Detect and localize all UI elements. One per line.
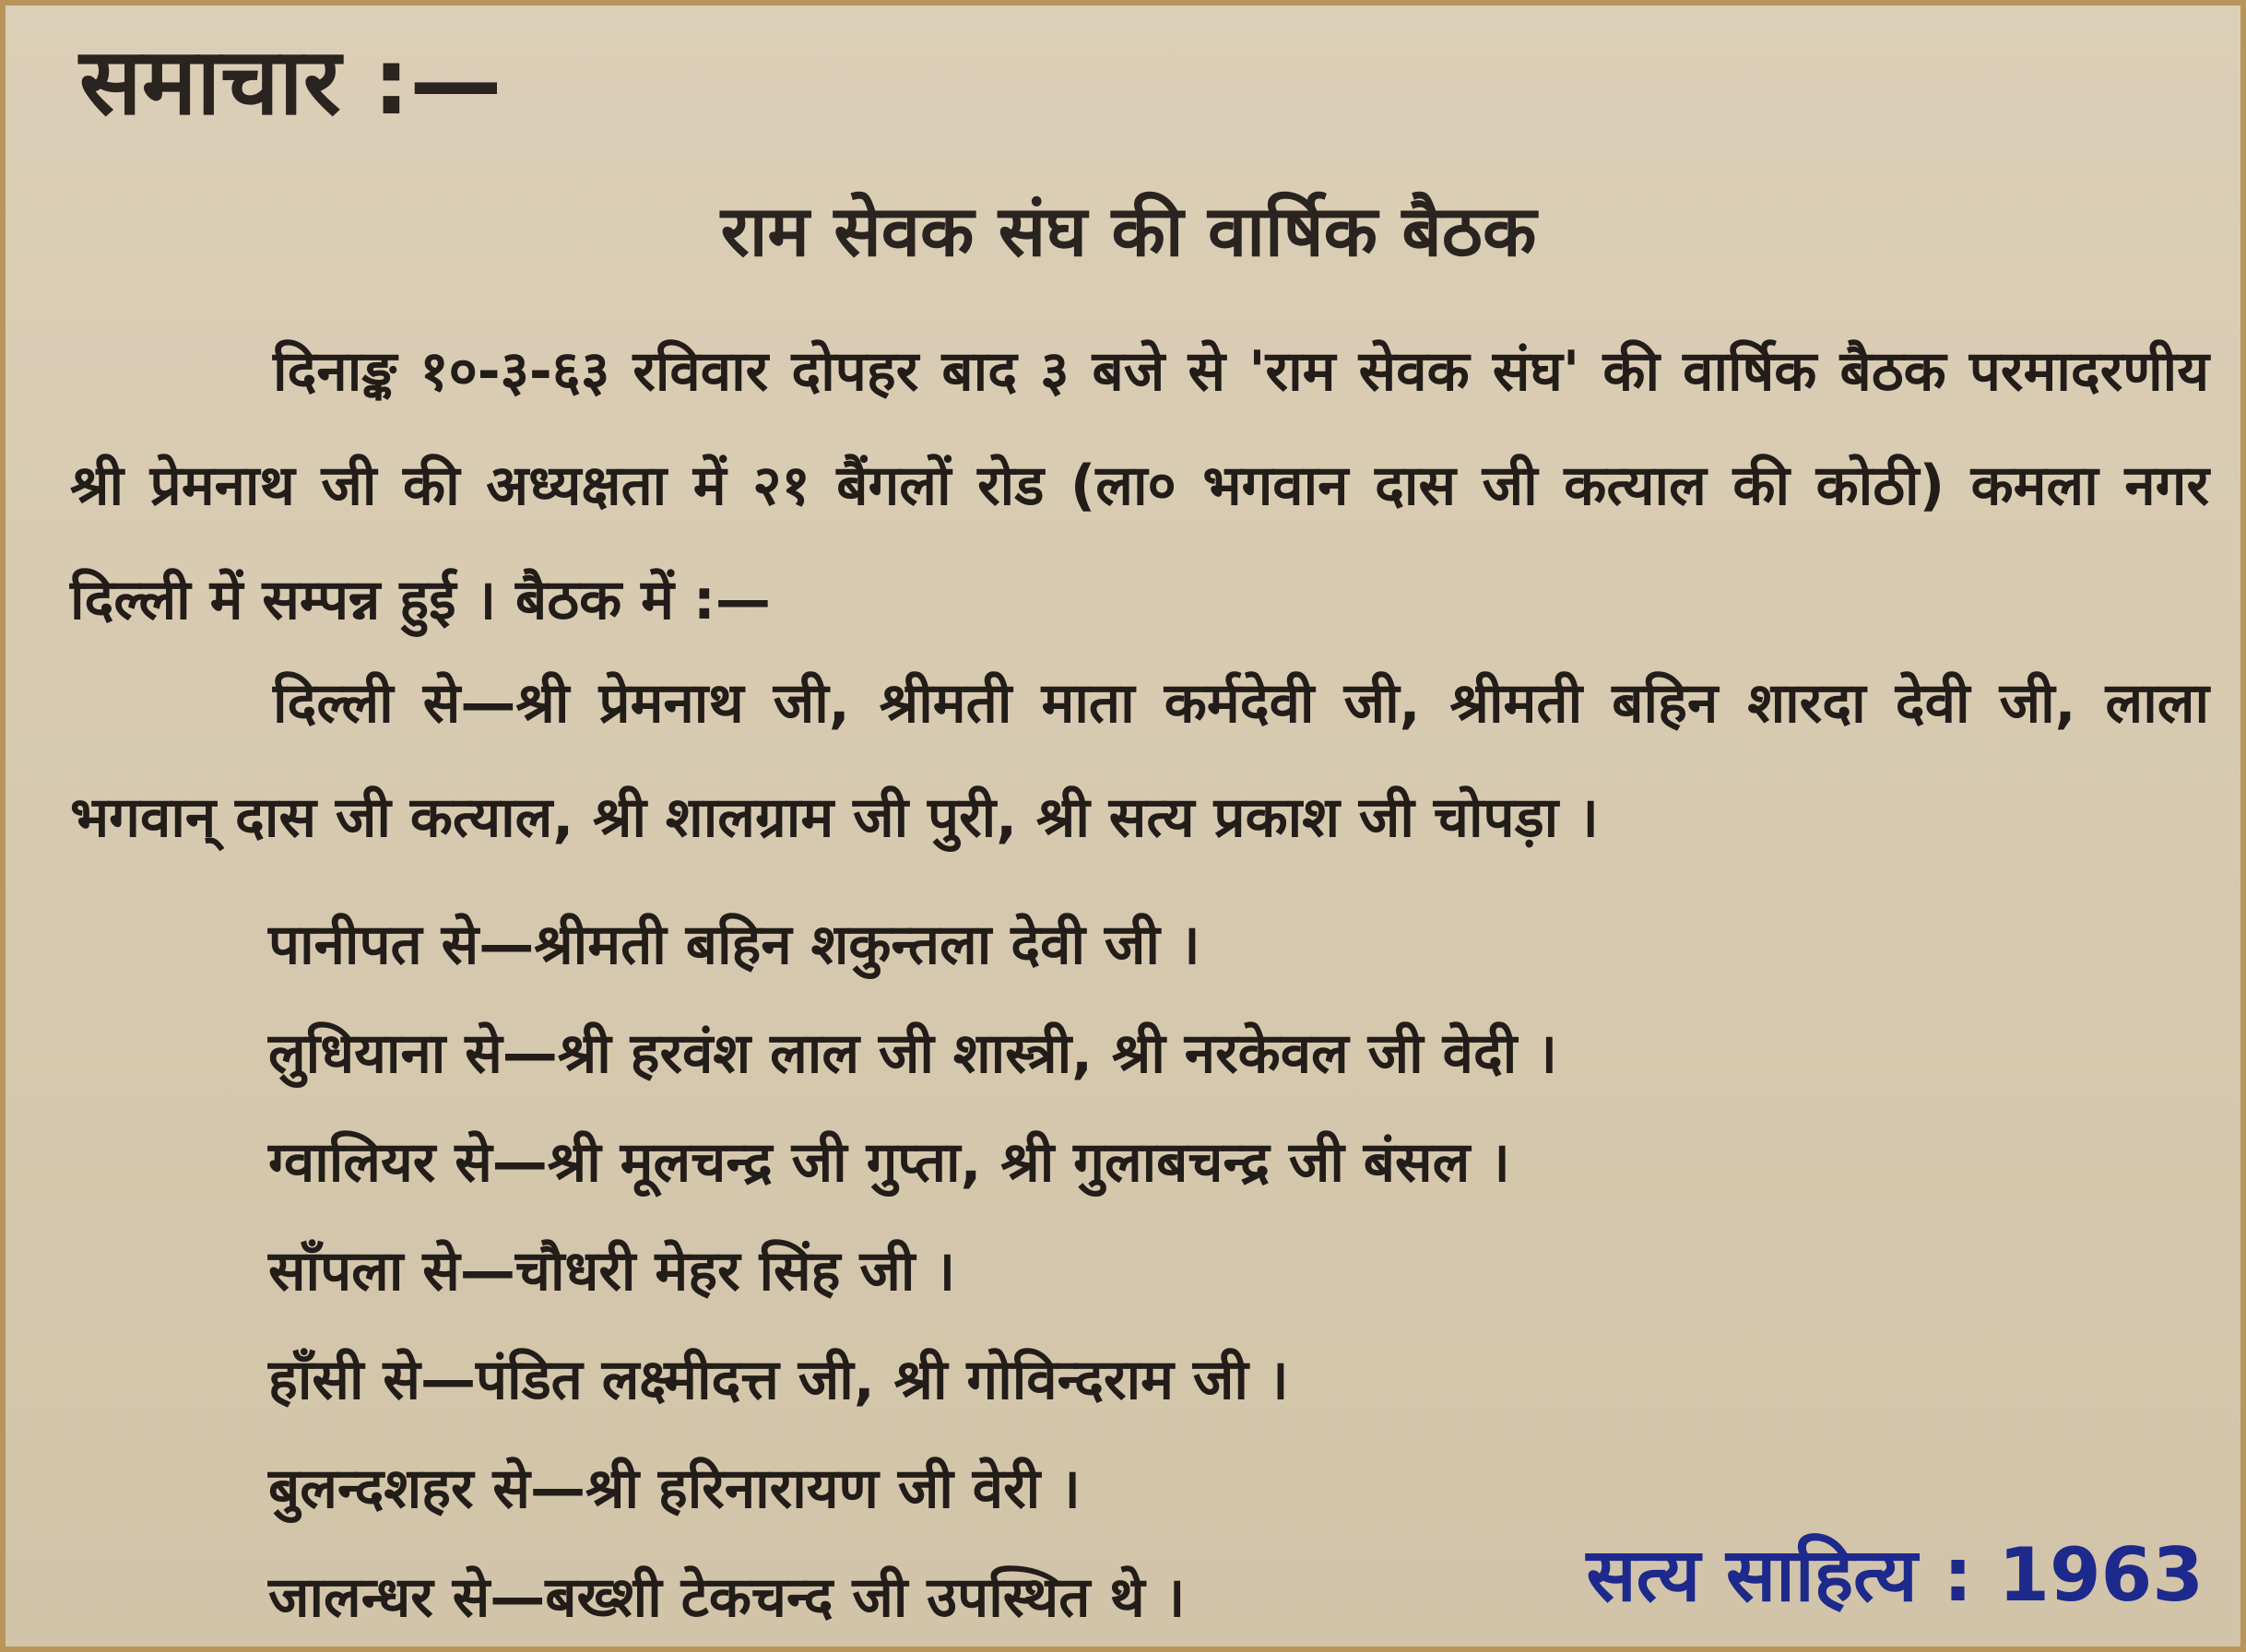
attendee-line-panipat: पानीपत से—श्रीमती बहिन शकुन्तला देवी जी ।: [268, 913, 1200, 977]
delhi-attendees-paragraph: [70, 646, 2209, 875]
section-heading: समाचार :—: [79, 28, 502, 136]
attendee-line-jalandhar: जालन्धर से—बख्शी टेकचन्द जी उपस्थित थे ।: [268, 1565, 1186, 1630]
attendee-line-bulandshahar: बुलन्दशहर से—श्री हरिनारायण जी वेरी ।: [268, 1457, 1081, 1521]
source-label: सत्य साहित्य : 1963: [1586, 1532, 2204, 1618]
attendee-list: [268, 891, 1744, 1652]
attendee-line-sanpla: साँपला से—चौधरी मेहर सिंह जी ।: [268, 1239, 956, 1304]
article-title: राम सेवक संघ की वार्षिक बैठक: [720, 190, 1537, 272]
attendee-line-hansi: हाँसी से—पंडित लक्ष्मीदत्त जी, श्री गोविन्दराम जी ।: [268, 1348, 1289, 1412]
meeting-paragraph: [70, 314, 2209, 657]
meeting-paragraph-text: दिनाङ्क १०-३-६३ रविवार दोपहर बाद ३ बजे से 'राम सेवक संघ' की वार्षिक बैठक परमादरणीय श्री प्रेमनाथ जी की अध्यक्षता में २१ बैंगलों रोड (ला० भगवान दास जी कत्याल की कोठी) कमला नगर दिल्ली में सम्पन्न हुई । बैठक में :—: [70, 339, 2209, 632]
delhi-attendees-text: दिल्ली से—श्री प्रेमनाथ जी, श्रीमती माता कर्मदेवी जी, श्रीमती बहिन शारदा देवी जी, लाला भगवान् दास जी कत्याल, श्री शालग्राम जी पुरी, श्री सत्य प्रकाश जी चोपड़ा ।: [70, 671, 2209, 850]
attendee-line-ludhiana: लुधियाना से—श्री हरवंश लाल जी शास्त्री, श्री नरकेवल जी वेदी ।: [268, 1021, 1557, 1086]
attendee-line-gwalior: ग्वालियर से—श्री मूलचन्द्र जी गुप्ता, श्री गुलाबचन्द्र जी बंसल ।: [268, 1130, 1510, 1195]
